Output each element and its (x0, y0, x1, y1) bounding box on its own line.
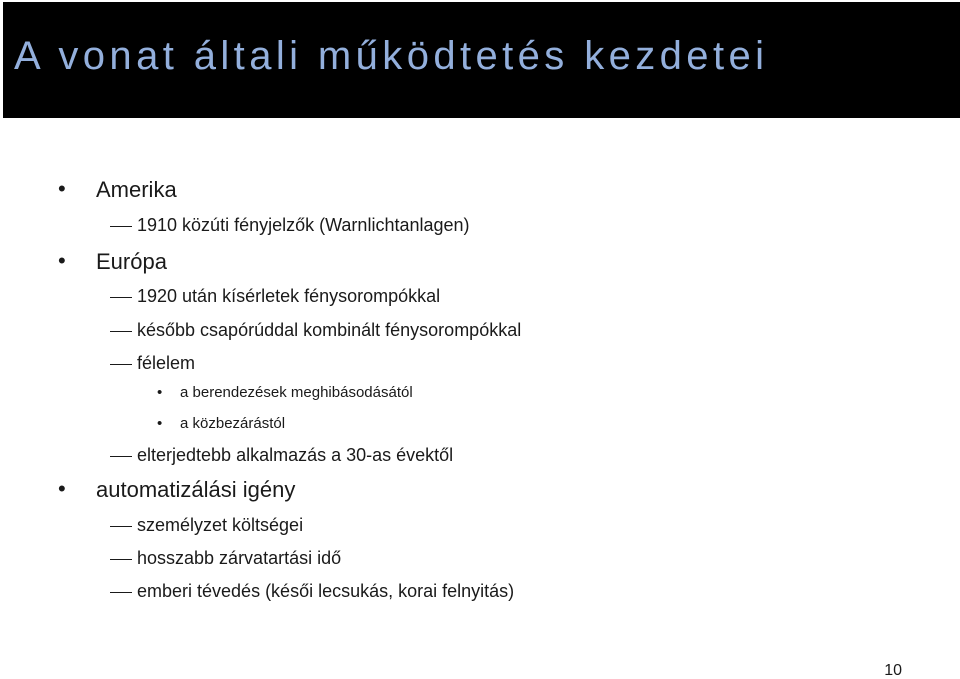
list-item-text: a berendezések meghibásodásától (180, 384, 413, 401)
list-item-text: Amerika (96, 177, 177, 202)
list-item-text: Európa (96, 249, 167, 274)
dash-icon (110, 226, 132, 227)
dash-icon (110, 592, 132, 593)
dash-icon (110, 331, 132, 332)
page-number: 10 (884, 662, 902, 679)
dash-icon (110, 559, 132, 560)
bullet-icon: • (58, 176, 66, 201)
list-item-text: automatizálási igény (96, 477, 296, 502)
bullet-icon: • (58, 476, 66, 501)
dash-icon (110, 456, 132, 457)
bullet-icon: • (58, 248, 66, 273)
list-item-text: félelem (137, 353, 196, 373)
list-item-text: elterjedtebb alkalmazás a 30-as évektől (137, 445, 454, 465)
list-item-text: 1920 után kísérletek fénysorompókkal (137, 286, 441, 306)
slide-title: A vonat általi működtetés kezdetei (14, 34, 769, 78)
dash-icon (110, 364, 132, 365)
list-item-text: hosszabb zárvatartási idő (137, 548, 342, 568)
list-item-text: személyzet költségei (137, 515, 304, 535)
dash-icon (110, 297, 132, 298)
list-item-text: 1910 közúti fényjelzők (Warnlichtanlagen) (137, 215, 470, 235)
dash-icon (110, 526, 132, 527)
list-item-text: emberi tévedés (késői lecsukás, korai felnyitás) (137, 581, 515, 601)
list-item-text: később csapórúddal kombinált fénysorompókkal (137, 320, 522, 340)
bullet-icon: • (157, 384, 163, 401)
list-item-text: a közbezárástól (180, 415, 286, 432)
bullet-icon: • (157, 415, 163, 432)
